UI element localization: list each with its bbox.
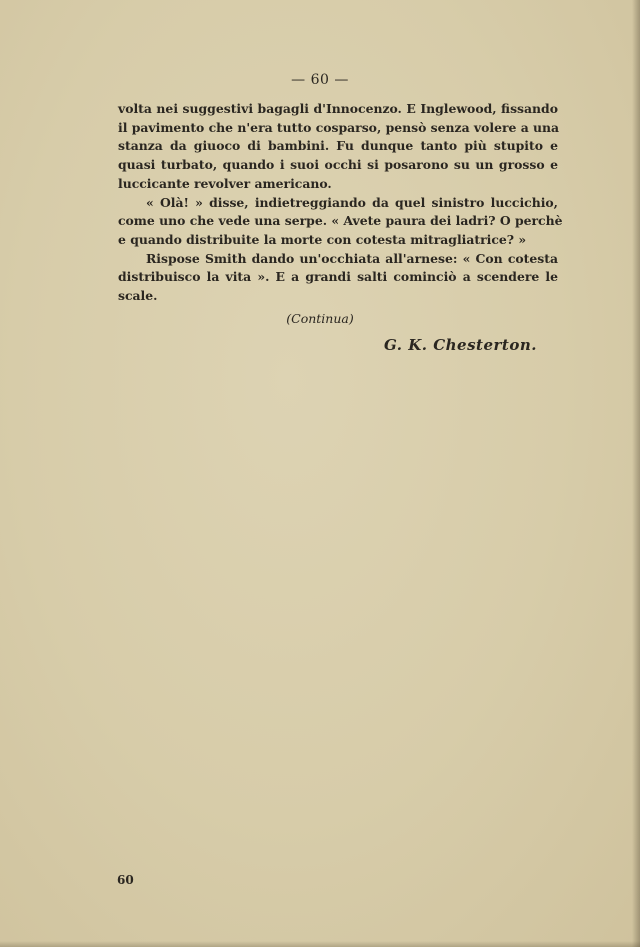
running-head: — 60 — [291, 72, 349, 88]
text-line: « Olà! » disse, indietreggiando da quel sinistro luccichio, [146, 194, 558, 210]
page-number: 60 [117, 873, 134, 887]
text-line: e quando distribuite la morte con cotesta mitragliatrice? » [118, 231, 527, 247]
body-text [118, 100, 563, 306]
author-signature: G. K. Chesterton. [384, 336, 537, 354]
text-line: quasi turbato, quando i suoi occhi si posarono su un grosso e [118, 157, 558, 173]
text-line: come uno che vede una serpe. « Avete paura dei ladri? O perchè [118, 213, 563, 229]
text-line: il pavimento che n'era tutto cosparso, pensò senza volere a una [118, 119, 560, 135]
text-line: stanza da giuoco di bambini. Fu dunque tanto più stupito e [118, 138, 558, 154]
page-bottom-shadow [0, 941, 640, 947]
continued-note: (Continua) [286, 311, 354, 326]
text-line: Rispose Smith dando un'occhiata all'arnese: « Con cotesta [146, 250, 558, 266]
text-line: luccicante revolver americano. [118, 175, 332, 191]
text-line: distribuisco la vita ». E a grandi salti cominciò a scendere le [118, 269, 558, 285]
text-line: scale. [118, 288, 158, 304]
page-edge-shadow [632, 0, 640, 947]
text-line: volta nei suggestivi bagagli d'Innocenzo. E Inglewood, fissando [118, 101, 558, 116]
